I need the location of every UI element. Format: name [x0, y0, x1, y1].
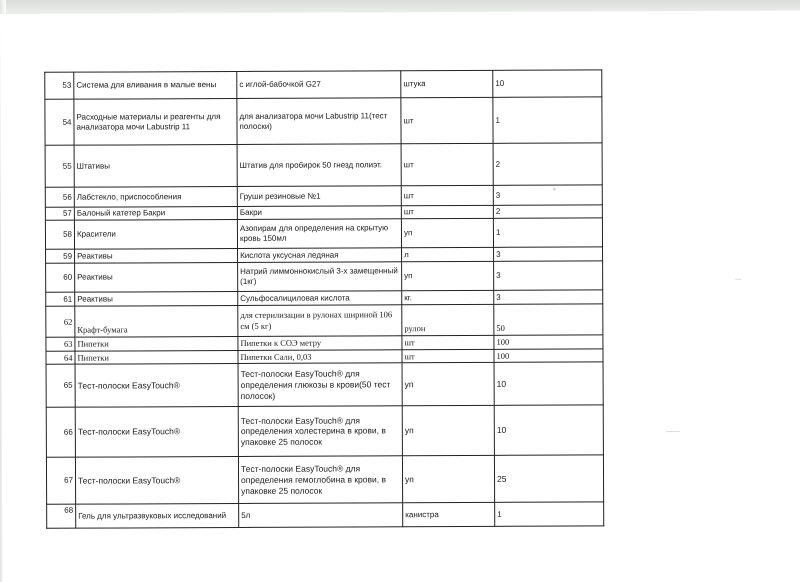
table-row — [45, 70, 602, 99]
item-description: Кислота уксусная ледяная — [238, 248, 402, 263]
row-number: 67 — [46, 457, 75, 504]
item-quantity: 10 — [493, 70, 602, 97]
item-unit: шт — [401, 143, 493, 185]
item-quantity: 10 — [494, 405, 603, 455]
item-description: Штатив для пробирок 50 гнезд полиэт. — [237, 144, 401, 187]
item-quantity: 1 — [493, 97, 602, 143]
item-description: 5л — [239, 503, 403, 528]
item-name: Система для вливания в малые вены — [74, 71, 237, 99]
scan-mark — [666, 431, 680, 432]
item-description: Бакри — [237, 206, 401, 220]
item-quantity: 50 — [494, 304, 603, 335]
item-quantity: 2 — [493, 205, 602, 218]
item-unit: уп — [402, 261, 494, 290]
row-number: 58 — [45, 220, 74, 249]
row-number: 65 — [46, 364, 75, 407]
item-unit: уп — [401, 218, 493, 247]
table-row — [45, 143, 602, 187]
item-quantity: 10 — [494, 362, 603, 405]
item-description: Тест-полоски EasyTouch® для определения глюкозы в крови(50 тест полосок) — [238, 363, 402, 407]
row-number: 56 — [45, 187, 74, 207]
item-description: Груши резиновые №1 — [237, 186, 401, 207]
row-number: 60 — [46, 263, 75, 292]
item-quantity: 3 — [494, 247, 603, 261]
item-quantity: 1 — [495, 502, 604, 526]
item-quantity: 100 — [494, 335, 603, 349]
item-description: Тест-полоски EasyTouch® для определения холестерина в крови, в упаковке 25 полосок — [238, 406, 402, 457]
item-description: Пипетки к СОЭ метру — [238, 336, 402, 350]
item-unit: шт — [402, 335, 494, 349]
item-description: Пипетки Сали, 0,03 — [238, 349, 402, 363]
item-unit: штука — [401, 70, 493, 97]
table-row — [45, 218, 602, 249]
row-number: 61 — [46, 292, 75, 306]
item-description: Сульфосалициловая кислота — [238, 291, 402, 306]
item-unit: шт — [401, 97, 493, 143]
table-row — [46, 455, 603, 504]
item-quantity: 3 — [494, 290, 603, 304]
item-quantity: 1 — [493, 218, 602, 247]
item-unit: уп — [402, 456, 494, 503]
item-unit: уп — [402, 363, 494, 406]
row-number: 53 — [45, 72, 74, 99]
item-unit: л — [402, 247, 494, 261]
item-name: Тест-полоски EasyTouch® — [75, 364, 238, 408]
item-quantity: 100 — [494, 348, 603, 362]
item-name: Реактивы — [75, 262, 238, 292]
item-unit: кг. — [402, 290, 494, 304]
item-name: Тест-полоски EasyTouch® — [75, 407, 238, 458]
row-number: 55 — [45, 145, 74, 187]
table-row — [47, 502, 604, 528]
item-name: Реактивы — [75, 248, 238, 263]
item-name: Реактивы — [75, 291, 238, 306]
item-description: Тест-полоски EasyTouch® для определения гемоглобина в крови, в упаковке 25 полосок — [238, 456, 402, 504]
table-row — [45, 185, 602, 207]
item-quantity: 25 — [494, 455, 603, 502]
table-row — [46, 405, 603, 457]
row-number: 62 — [46, 306, 75, 337]
item-name: Балоный катетер Бакри — [74, 206, 237, 220]
document-page — [0, 11, 800, 582]
table-row — [46, 304, 603, 337]
item-description: для стерилизации в рулонах шириной 106 см (5 кг) — [238, 305, 402, 337]
item-name: Красители — [74, 219, 237, 249]
item-unit: шт — [401, 205, 493, 218]
item-name: Пипетки — [75, 350, 238, 364]
row-number: 66 — [46, 407, 75, 457]
item-name: Лабстекло, приспособления — [74, 186, 237, 207]
row-number: 54 — [45, 99, 74, 145]
item-quantity: 2 — [493, 143, 602, 185]
item-unit: шт — [402, 349, 494, 363]
item-name: Расходные материалы и реагенты для анализатора мочи Labustrip 11 — [74, 98, 237, 145]
item-quantity: 3 — [494, 261, 603, 290]
row-number: 59 — [46, 249, 75, 263]
items-table — [44, 69, 604, 529]
item-description: для анализатора мочи Labustrip 11(тест полоски) — [237, 98, 401, 145]
table-row — [45, 97, 602, 145]
table-row — [46, 362, 603, 407]
row-number: 68 — [47, 504, 76, 528]
item-name: Гель для ультразвуковых исследований — [76, 504, 239, 529]
item-quantity: 3 — [493, 185, 602, 205]
item-description: Азопирам для определения на скрытую кровь 150мл — [237, 219, 401, 249]
row-number: 64 — [46, 351, 75, 365]
item-name: Крафт-бумага — [75, 305, 238, 337]
item-name: Штативы — [74, 144, 237, 187]
item-unit: уп — [402, 406, 494, 456]
item-description: Натрий лиммоннокислый 3-х замещенный (1кг) — [238, 262, 402, 292]
item-name: Тест-полоски EasyTouch® — [75, 457, 238, 505]
table-row — [46, 261, 603, 292]
row-number: 63 — [46, 337, 75, 351]
item-unit: шт — [401, 185, 493, 205]
item-unit: рулон — [402, 304, 494, 335]
item-description: с иглой-бабочкой G27 — [237, 71, 401, 99]
item-name: Пипетки — [75, 336, 238, 350]
scan-mark — [735, 279, 741, 280]
row-number: 57 — [45, 207, 74, 220]
item-unit: канистра — [403, 503, 495, 527]
